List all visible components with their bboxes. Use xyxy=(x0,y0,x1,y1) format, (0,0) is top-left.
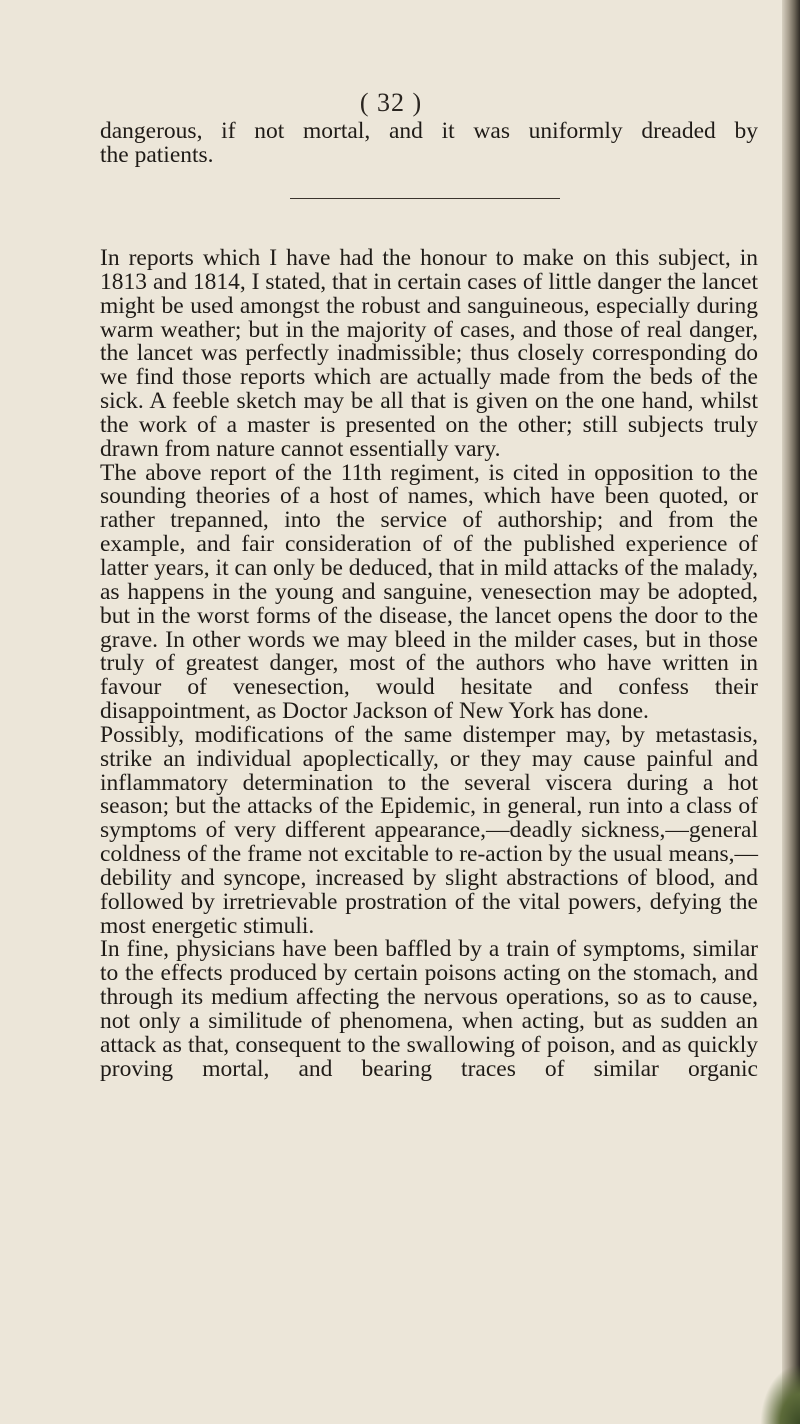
page-number: ( 32 ) xyxy=(359,88,423,117)
page-header xyxy=(0,88,782,118)
paragraph: The above report of the 11th regiment, is cited in opposition to the sounding theories of a host of names, which have been quoted, or rather trepanned, into the service of authorship; and from the example, and fair consideration of of the published experience of latter years, it can only be deduced, that in mild attacks of the malady, as happens in the young and sanguine, venesection may be adopted, but in the worst forms of the disease, the lancet opens the door to the grave. In other words we may bleed in the milder cases, but in those truly of greatest danger, most of the authors who have written in favour of venesection, would hesitate and confess their disappointment, as Doctor Jackson of New York has done. xyxy=(100,459,758,725)
page-binding-edge xyxy=(782,0,800,1424)
continued-text xyxy=(100,120,758,168)
paragraph: In fine, physicians have been baffled by a train of symptoms, similar to the effects produced by certain poisons acting on the stomach, and through its medium affecting the nervous operations, so as to cause, not only a similitude of phenomena, when acting, but as sudden an attack as that, consequent to the swallowing of poison, and as quickly proving mortal, and bearing traces of similar organic xyxy=(100,936,758,1082)
body-text xyxy=(100,247,758,1082)
text-line: dangerous, if not mortal, and it was uniformly dreaded by xyxy=(100,118,758,144)
page-corner-shadow xyxy=(760,1364,800,1424)
paragraph: In reports which I have had the honour to make on this subject, in 1813 and 1814, I stated, that in certain cases of little danger the lancet might be used amongst the robust and sanguineous, especially during warm weather; but in the majority of cases, and those of real danger, the lancet was perfectly inadmissible; thus closely corresponding do we find those reports which are actually made from the beds of the sick. A feeble sketch may be all that is given on the one hand, whilst the work of a master is presented on the other; still subjects truly drawn from nature cannot essentially vary. xyxy=(100,245,758,462)
paragraph: Possibly, modifications of the same distemper may, by metastasis, strike an individual apoplectically, or they may cause painful and inflammatory determination to the several viscera during a hot season; but the attacks of the Epidemic, in general, run into a class of symptoms of very different appearance,—deadly sickness,—general coldness of the frame not excitable to re-action by the usual means,—debility and syncope, increased by slight abstractions of blood, and followed by irretrievable prostration of the vital powers, defying the most energetic stimuli. xyxy=(100,721,758,939)
section-divider xyxy=(290,198,560,199)
text-line: the patients. xyxy=(100,141,214,168)
